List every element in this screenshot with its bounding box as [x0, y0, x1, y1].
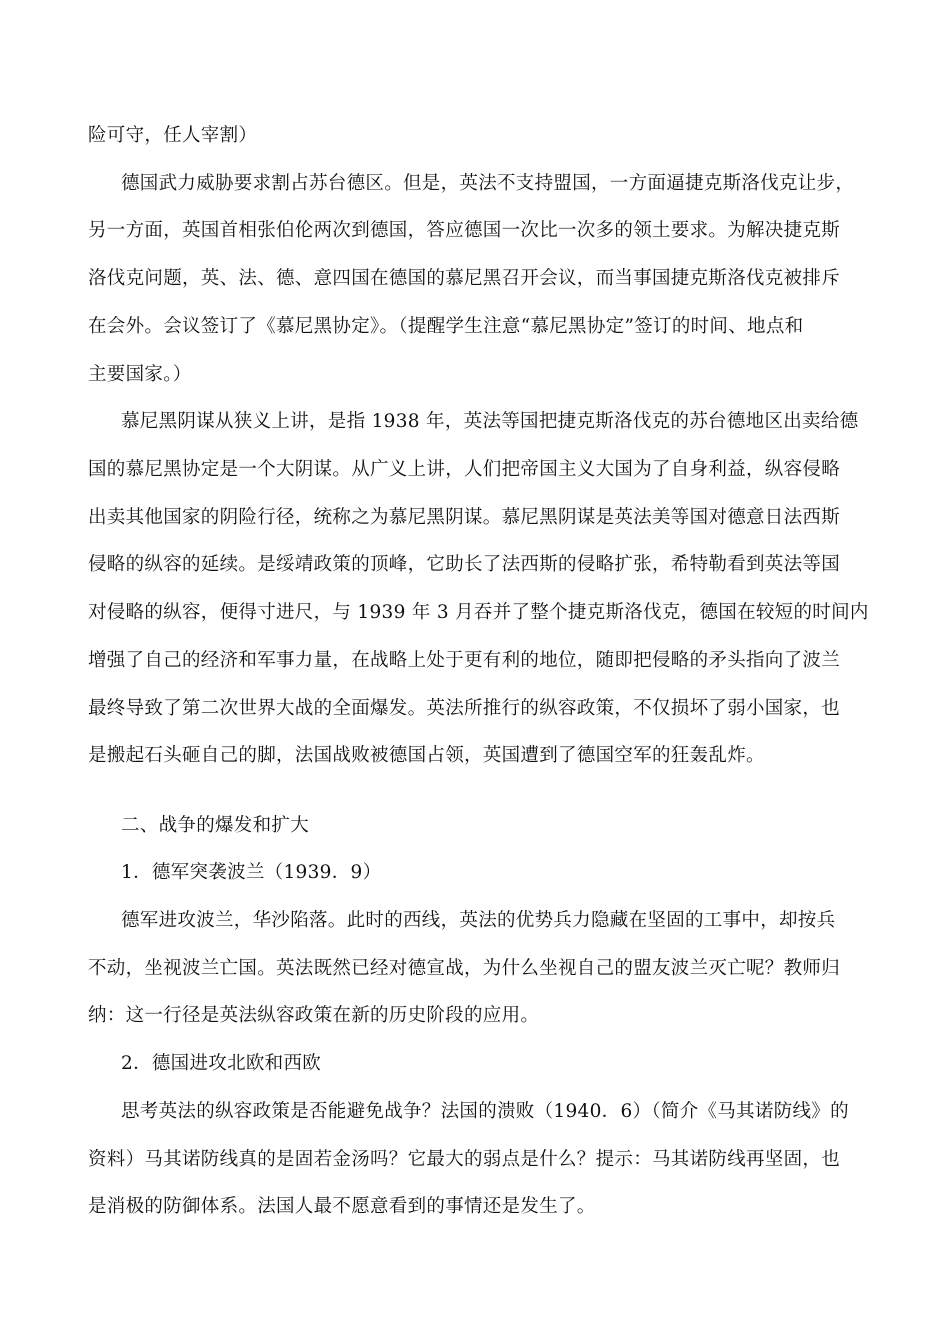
text-line: 增强了自己的经济和军事力量，在战略上处于更有利的地位，随即把侵略的矛头指向了波兰: [88, 650, 841, 671]
text-line: 不动，坐视波兰亡国。英法既然已经对德宣战，为什么坐视自己的盟友波兰灭亡呢？教师归: [88, 958, 841, 979]
text-line: 资料）马其诺防线真的是固若金汤吗？它最大的弱点是什么？提示：马其诺防线再坚固，也: [88, 1149, 841, 1170]
paragraph-first-line: 慕尼黑阴谋从狭义上讲，是指 1938 年，英法等国把捷克斯洛伐克的苏台德地区出卖给德: [121, 411, 859, 432]
text-line: 另一方面，英国首相张伯伦两次到德国，答应德国一次比一次多的领土要求。为解决捷克斯: [88, 220, 841, 241]
text-line: 险可守，任人宰割）: [88, 125, 258, 146]
text-line: 对侵略的纵容，便得寸进尺，与 1939 年 3 月吞并了整个捷克斯洛伐克，德国在较短的时间内: [88, 602, 869, 623]
paragraph-first-line: 德军进攻波兰，华沙陷落。此时的西线，英法的优势兵力隐藏在坚固的工事中，却按兵: [121, 910, 836, 931]
text-line: 洛伐克问题，英、法、德、意四国在德国的慕尼黑召开会议，而当事国捷克斯洛伐克被排斥: [88, 268, 841, 289]
text-line: 是搬起石头砸自己的脚，法国战败被德国占领，英国遭到了德国空军的狂轰乱炸。: [88, 745, 765, 766]
text-line: 国的慕尼黑协定是一个大阴谋。从广义上讲，人们把帝国主义大国为了自身利益，纵容侵略: [88, 459, 841, 480]
text-line: 纳：这一行径是英法纵容政策在新的历史阶段的应用。: [88, 1005, 540, 1026]
text-line: 最终导致了第二次世界大战的全面爆发。英法所推行的纵容政策，不仅损坏了弱小国家，也: [88, 698, 841, 719]
paragraph-first-line: 德国武力威胁要求割占苏台德区。但是，英法不支持盟国，一方面逼捷克斯洛伐克让步，: [121, 173, 855, 194]
section-heading: 二、战争的爆发和扩大: [121, 815, 310, 836]
paragraph-first-line: 思考英法的纵容政策是否能避免战争？法国的溃败（1940．6）（简介《马其诺防线》的: [121, 1101, 849, 1122]
text-line: 主要国家。）: [88, 364, 192, 385]
text-line: 出卖其他国家的阴险行径，统称之为慕尼黑阴谋。慕尼黑阴谋是英法美等国对德意日法西斯: [88, 507, 841, 528]
text-line: 侵略的纵容的延续。是绥靖政策的顶峰，它助长了法西斯的侵略扩张，希特勒看到英法等国: [88, 554, 841, 575]
text-line: 在会外。会议签订了《慕尼黑协定》。（提醒学生注意“慕尼黑协定”签订的时间、地点和: [88, 316, 804, 337]
text-line: 是消极的防御体系。法国人最不愿意看到的事情还是发生了。: [88, 1196, 596, 1217]
subsection-heading: 2．德国进攻北欧和西欧: [121, 1053, 322, 1074]
subsection-heading: 1．德军突袭波兰（1939．9）: [121, 862, 382, 883]
